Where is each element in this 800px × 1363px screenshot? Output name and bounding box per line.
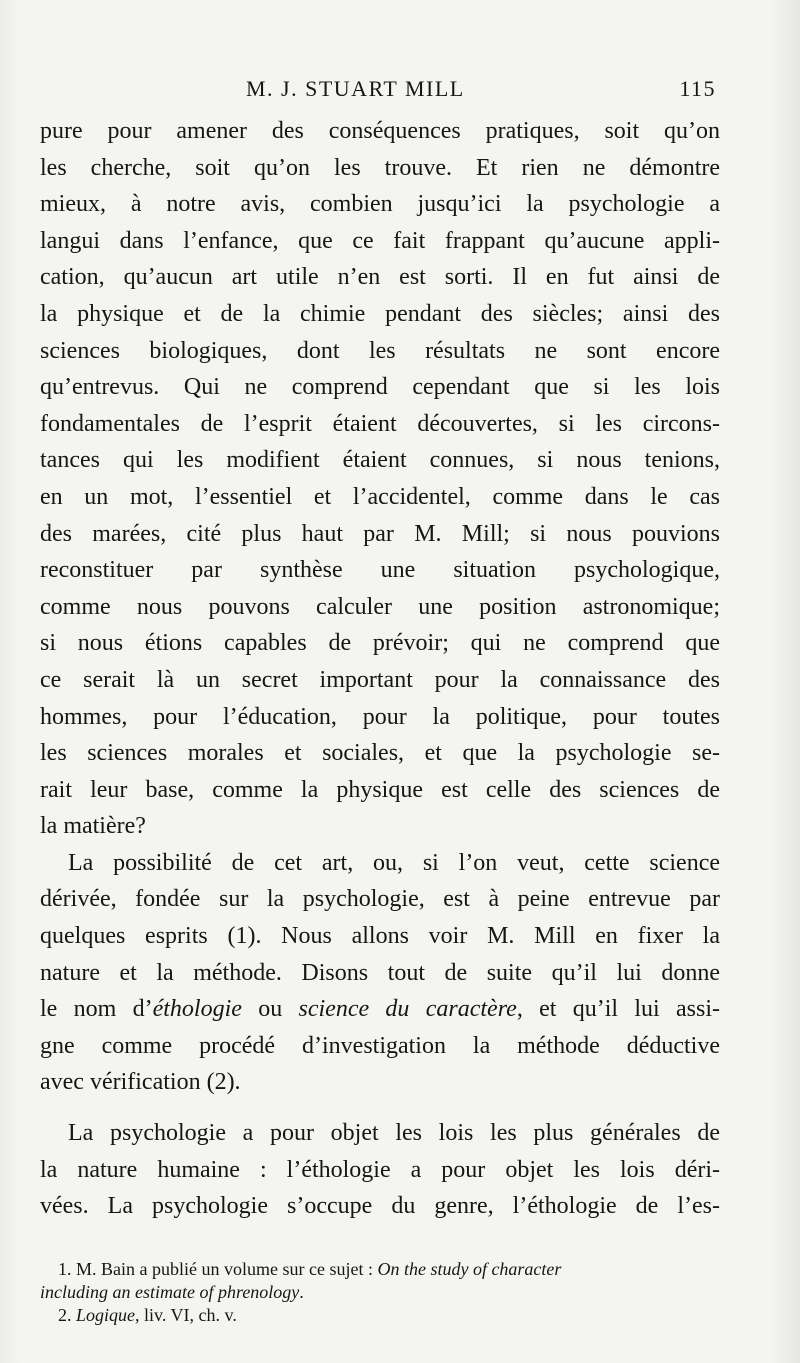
text-line: vées. La psychologie s’occupe du genre, l’éthologie de l’es- [40,1193,720,1220]
footnote-book-title: On the study of character [377,1259,562,1279]
text-line: La possibilité de cet art, ou, si l’on veut, cette science [68,849,720,876]
text-line: mieux, à notre avis, combien jusqu’ici la psychologie a [40,191,720,218]
paragraph-2 [40,845,720,1101]
text-line: la matière? [40,813,146,840]
main-text [40,113,720,1225]
text-line: cation, qu’aucun art utile n’en est sorti. Il en fut ainsi de [40,264,720,291]
footnote-book-title: Logique [76,1305,136,1325]
footnote-1 [40,1258,720,1281]
text-line: hommes, pour l’éducation, pour la politique, pour toutes [40,703,720,730]
text-line: gne comme procédé d’investigation la méthode déductive [40,1032,720,1059]
text-fragment: ou [241,996,299,1023]
text-line: dérivée, fondée sur la psychologie, est à peine entrevue par [40,886,720,913]
text-line: rait leur base, comme la physique est celle des sciences de [40,776,720,803]
text-fragment: , et qu’il lui assi- [516,996,721,1023]
paragraph-1 [40,113,720,845]
italic-term-ethologie: éthologie [152,996,242,1023]
text-line: reconstituer par synthèse une situation psychologique, [40,557,720,584]
text-line: nature et la méthode. Disons tout de suite qu’il lui donne [40,959,720,986]
text-fragment: le nom d’ [40,996,153,1023]
running-header [40,76,716,106]
text-line: ce serait là un secret important pour la connaissance des [40,666,720,693]
text-line: comme nous pouvons calculer une position astronomique; [40,593,720,620]
italic-term-science-du-caractere: science du caractère [298,996,517,1023]
running-title: M. J. STUART MILL [246,76,465,101]
text-line: sciences biologiques, dont les résultats ne sont encore [40,337,720,364]
footnote-text: , liv. VI, ch. v. [135,1305,237,1325]
text-line: avec vérification (2). [40,1069,241,1096]
footnote-book-title-cont: including an estimate of phrenology [40,1282,300,1302]
text-line: fondamentales de l’esprit étaient découvertes, si les circons- [40,410,720,437]
footnote-marker: 1. [58,1259,72,1279]
footnote-text: . [299,1282,304,1302]
paragraph-gap [40,1101,720,1115]
footnote-1-continued [40,1281,720,1304]
footnote-text: M. Bain a publié un volume sur ce sujet : [71,1259,378,1279]
text-line: La psychologie a pour objet les lois les plus générales de [68,1120,720,1147]
text-line: pure pour amener des conséquences pratiques, soit qu’on [40,118,720,144]
text-line: la physique et de la chimie pendant des siècles; ainsi des [40,300,720,327]
text-line: en un mot, l’essentiel et l’accidentel, comme dans le cas [40,483,720,510]
footnote-2 [40,1304,720,1327]
footnote-marker: 2. [58,1305,72,1325]
footnotes [40,1258,720,1327]
text-line: langui dans l’enfance, que ce fait frappant qu’aucune appli- [40,227,720,254]
text-line: qu’entrevus. Qui ne comprend cependant que si les lois [40,374,720,401]
paragraph-3 [40,1115,720,1225]
text-line: si nous étions capables de prévoir; qui ne comprend que [40,630,720,657]
text-line: les cherche, soit qu’on les trouve. Et rien ne démontre [40,154,720,181]
text-line: la nature humaine : l’éthologie a pour objet les lois déri- [40,1156,720,1183]
text-line: quelques esprits (1). Nous allons voir M. Mill en fixer la [40,923,720,950]
page-number: 115 [679,76,716,101]
text-line: les sciences morales et sociales, et que la psychologie se- [40,740,720,767]
text-line-mixed [40,991,720,1028]
text-line: des marées, cité plus haut par M. Mill; si nous pouvions [40,520,720,547]
text-line: tances qui les modifient étaient connues, si nous tenions, [40,447,720,474]
